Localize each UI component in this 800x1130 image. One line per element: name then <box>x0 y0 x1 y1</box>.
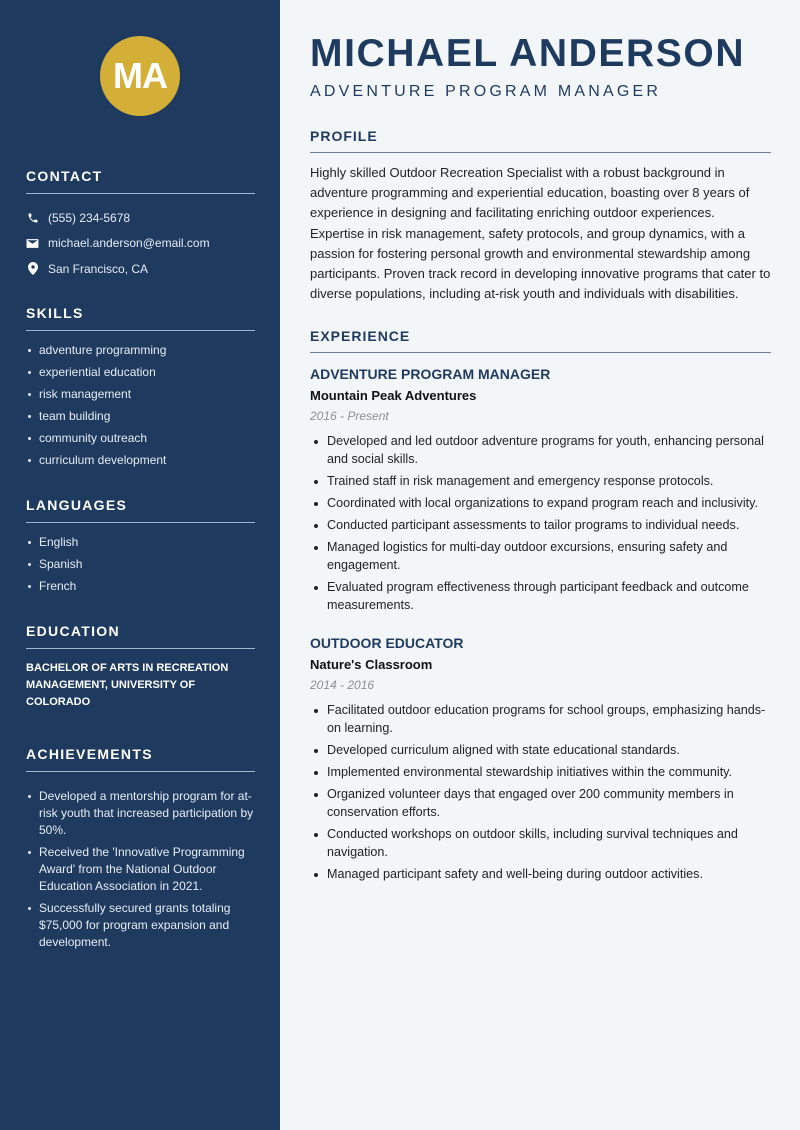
achievement-item: Developed a mentorship program for at-risk youth that increased participation by 50%. <box>26 788 255 839</box>
email-text[interactable]: michael.anderson@email.com <box>48 236 210 251</box>
email-icon <box>26 237 39 250</box>
education-degree: BACHELOR OF ARTS IN RECREATION MANAGEMENT, UNIVERSITY OF COLORADO <box>26 662 229 708</box>
contact-location <box>26 256 255 282</box>
candidate-name: MICHAEL ANDERSON <box>310 32 746 75</box>
contact-email <box>26 231 255 257</box>
phone-text[interactable]: (555) 234-5678 <box>48 210 131 225</box>
skills-list <box>26 342 255 469</box>
language-item: French <box>26 578 255 595</box>
avatar-initials: MA <box>113 55 167 96</box>
job-entry <box>310 635 771 887</box>
job-bullet: Trained staff in risk management and emergency response protocols. <box>310 472 771 490</box>
job-bullet: Conducted participant assessments to tailor programs to individual needs. <box>310 516 771 534</box>
skill-item: experiential education <box>26 364 255 381</box>
job-bullet: Developed curriculum aligned with state educational standards. <box>310 741 771 759</box>
achievement-item: Successfully secured grants totaling $75,000 for program expansion and development. <box>26 900 255 951</box>
experience-section <box>310 328 771 353</box>
achievements-section <box>26 746 255 956</box>
achievements-heading: ACHIEVEMENTS <box>26 746 255 772</box>
skill-item: curriculum development <box>26 452 255 469</box>
language-item: Spanish <box>26 556 255 573</box>
candidate-role: ADVENTURE PROGRAM MANAGER <box>310 83 662 100</box>
job-bullet: Coordinated with local organizations to expand program reach and inclusivity. <box>310 494 771 512</box>
job-bullets <box>310 432 771 614</box>
education-heading: EDUCATION <box>26 623 255 649</box>
contact-section <box>26 168 255 282</box>
profile-section <box>310 128 771 304</box>
job-bullet: Managed participant safety and well-being during outdoor activities. <box>310 865 771 883</box>
location-pin-icon <box>26 262 39 275</box>
job-title: ADVENTURE PROGRAM MANAGER <box>310 366 551 382</box>
profile-heading: PROFILE <box>310 128 771 153</box>
skill-item: community outreach <box>26 430 255 447</box>
skill-item: adventure programming <box>26 342 255 359</box>
avatar <box>100 36 180 116</box>
languages-heading: LANGUAGES <box>26 497 255 523</box>
job-bullets <box>310 701 771 883</box>
contact-phone <box>26 205 255 231</box>
job-bullet: Implemented environmental stewardship initiatives within the community. <box>310 763 771 781</box>
contact-list <box>26 205 255 282</box>
sidebar <box>0 0 280 1130</box>
job-dates: 2014 - 2016 <box>310 678 375 692</box>
job-bullet: Conducted workshops on outdoor skills, including survival techniques and navigation. <box>310 825 771 861</box>
education-section <box>26 623 255 711</box>
achievements-list <box>26 788 255 951</box>
profile-text: Highly skilled Outdoor Recreation Specialist with a robust background in adventure programming and experiential education, boasting over 8 years of experience in designing and facilitating enriching outdoor experiences. Expertise in risk management, safety protocols, and group dynamics, with a passion for fostering personal growth and environmental stewardship among participants. Proven track record in developing innovative programs that cater to diverse populations, including at-risk youth and individuals with disabilities. <box>310 165 771 302</box>
job-entry <box>310 366 771 618</box>
job-bullet: Developed and led outdoor adventure programs for youth, enhancing personal and social skills. <box>310 432 771 468</box>
location-text: San Francisco, CA <box>48 261 149 276</box>
job-title: OUTDOOR EDUCATOR <box>310 635 464 651</box>
job-bullet: Facilitated outdoor education programs for school groups, emphasizing hands-on learning. <box>310 701 771 737</box>
skill-item: team building <box>26 408 255 425</box>
languages-section <box>26 497 255 600</box>
experience-heading: EXPERIENCE <box>310 328 771 353</box>
job-dates: 2016 - Present <box>310 409 389 423</box>
job-bullet: Evaluated program effectiveness through participant feedback and outcome measurements. <box>310 578 771 614</box>
skills-heading: SKILLS <box>26 305 255 331</box>
language-item: English <box>26 534 255 551</box>
job-bullet: Organized volunteer days that engaged over 200 community members in conservation efforts. <box>310 785 771 821</box>
skill-item: risk management <box>26 386 255 403</box>
contact-heading: CONTACT <box>26 168 255 194</box>
skills-section <box>26 305 255 474</box>
job-company: Nature's Classroom <box>310 657 433 672</box>
languages-list <box>26 534 255 595</box>
achievement-item: Received the 'Innovative Programming Award' from the National Outdoor Education Association in 2021. <box>26 844 255 895</box>
job-bullet: Managed logistics for multi-day outdoor excursions, ensuring safety and engagement. <box>310 538 771 574</box>
job-company: Mountain Peak Adventures <box>310 388 477 403</box>
phone-icon <box>26 211 39 224</box>
